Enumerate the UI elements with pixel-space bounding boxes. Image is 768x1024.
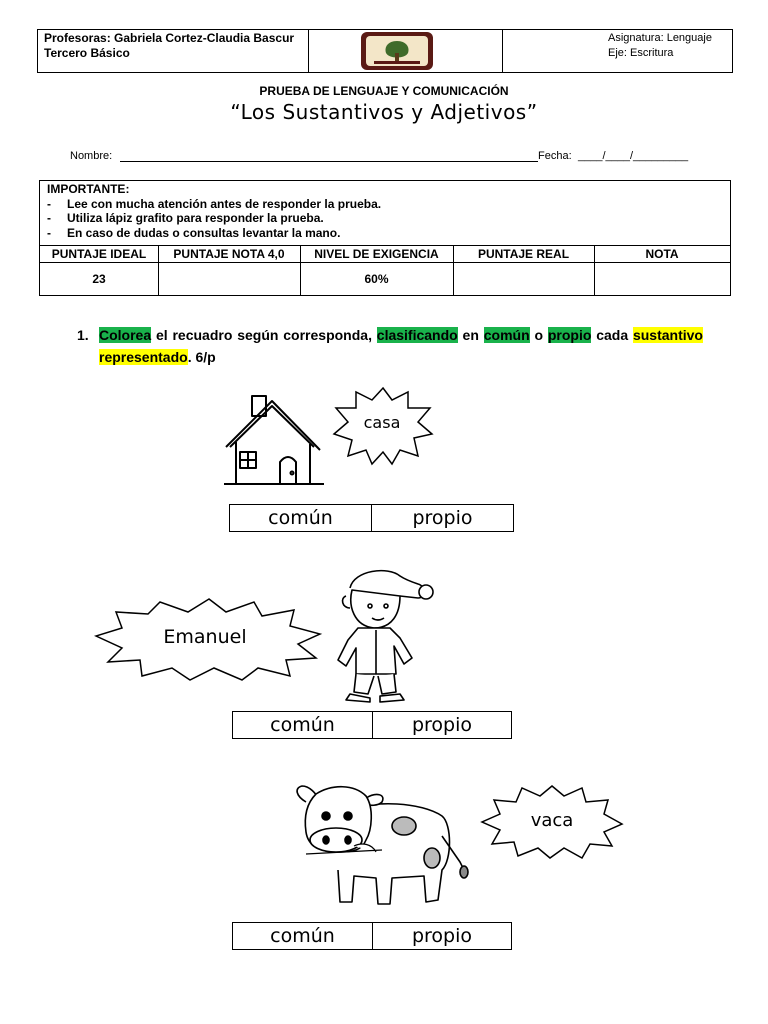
grade-text: Tercero Básico [44,46,130,60]
important-block [47,182,381,240]
header-nivel-exigencia: NIVEL DE EXIGENCIA [314,247,439,261]
axis-text: Eje: Escritura [608,47,674,59]
options-row-3 [232,922,512,950]
options-row-2 [232,711,512,739]
value-nota[interactable] [594,263,730,295]
date-label: Fecha: [538,150,572,162]
word-vaca: vaca [530,810,574,831]
test-subtitle: “Los Sustantivos y Adjetivos” [230,100,538,124]
teachers-text: Profesoras: Gabriela Cortez-Claudia Bascur [44,31,295,45]
value-puntaje-real[interactable] [453,263,594,295]
option-propio[interactable]: propio [412,507,473,529]
important-item: - Utiliza lápiz grafito para responder la prueba. [47,211,324,225]
option-comun[interactable]: común [268,507,333,529]
boy-drawing [330,566,440,704]
header-table [37,29,733,73]
question-number: 1. [77,327,89,343]
option-comun[interactable]: común [270,714,335,736]
header-puntaje-ideal: PUNTAJE IDEAL [51,247,147,261]
date-blank[interactable]: ____/____/_________ [578,150,689,162]
header-puntaje-nota: PUNTAJE NOTA 4,0 [173,247,285,261]
cow-drawing [292,780,474,910]
option-comun[interactable]: común [270,925,335,947]
name-label: Nombre: [70,150,113,162]
name-line[interactable] [120,161,538,162]
value-nivel-exigencia: 60% [364,272,389,286]
value-puntaje-ideal: 23 [92,272,106,286]
subject-text: Asignatura: Lenguaje [608,32,712,44]
option-propio[interactable]: propio [411,714,473,736]
header-nota: NOTA [645,247,679,261]
important-item: - En caso de dudas o consultas levantar la mano. [47,225,341,240]
word-casa: casa [363,413,401,432]
word-emanuel: Emanuel [163,626,247,648]
important-item: - Lee con mucha atención antes de responder la prueba. [47,196,382,211]
header-teachers-cell [38,30,309,72]
house-drawing [224,392,326,492]
header-subject-cell [502,30,732,72]
important-heading: IMPORTANTE: [47,182,130,196]
test-title: PRUEBA DE LENGUAJE Y COMUNICACIÓN [259,84,509,98]
header-logo-cell [308,30,503,72]
options-row-1 [229,504,514,532]
header-puntaje-real: PUNTAJE REAL [477,247,570,261]
option-propio[interactable]: propio [411,925,473,947]
school-logo [360,31,434,71]
value-puntaje-nota[interactable] [158,263,300,295]
instructions-table [39,180,731,296]
